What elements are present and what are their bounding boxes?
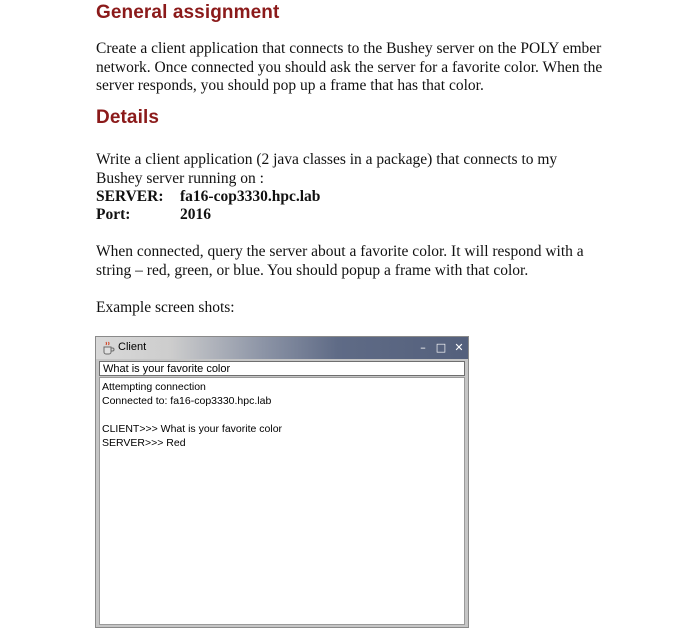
server-row	[96, 188, 320, 207]
maximize-button[interactable]: □	[435, 341, 447, 354]
example-caption	[96, 299, 616, 318]
window-title: Client	[118, 341, 147, 353]
details-paragraph	[96, 151, 616, 188]
log-line	[102, 408, 462, 422]
paragraph-line: Write a client application (2 java classes in a package) that connects to my	[96, 151, 558, 168]
chat-log-area[interactable]	[99, 377, 465, 625]
minimize-button[interactable]: –	[420, 341, 426, 354]
paragraph-line: string – red, green, or blue. You should popup a frame with that color.	[96, 261, 529, 279]
paragraph-line: When connected, query the server about a favorite color. It will respond with a	[96, 243, 584, 260]
paragraph-line: server responds, you should pop up a frame that has that color.	[96, 77, 484, 94]
message-input[interactable]	[99, 361, 465, 376]
java-cup-icon	[101, 341, 115, 355]
window-titlebar[interactable]	[96, 337, 468, 359]
paragraph-line: Bushey server running on :	[96, 169, 264, 187]
port-label: Port:	[96, 206, 131, 223]
port-value: 2016	[180, 206, 211, 223]
close-button[interactable]: ✕	[454, 341, 464, 354]
server-value: fa16-cop3330.hpc.lab	[180, 188, 321, 205]
port-row	[96, 206, 211, 225]
client-window-screenshot	[95, 336, 469, 628]
general-assignment-paragraph	[96, 40, 616, 96]
paragraph-line: network. Once connected you should ask the server for a favorite color. When the	[96, 58, 603, 76]
log-line: CLIENT>>> What is your favorite color	[102, 423, 283, 435]
paragraph-line: Create a client application that connects to the Bushey server on the POLY ember	[96, 40, 602, 57]
log-line: Connected to: fa16-cop3330.hpc.lab	[102, 395, 272, 407]
log-line: SERVER>>> Red	[102, 437, 186, 449]
details-heading: Details	[96, 107, 160, 128]
server-label: SERVER:	[96, 188, 164, 205]
query-paragraph	[96, 243, 616, 280]
general-assignment-heading: General assignment	[96, 2, 280, 23]
example-caption-text: Example screen shots:	[96, 299, 235, 316]
log-line: Attempting connection	[102, 381, 206, 393]
